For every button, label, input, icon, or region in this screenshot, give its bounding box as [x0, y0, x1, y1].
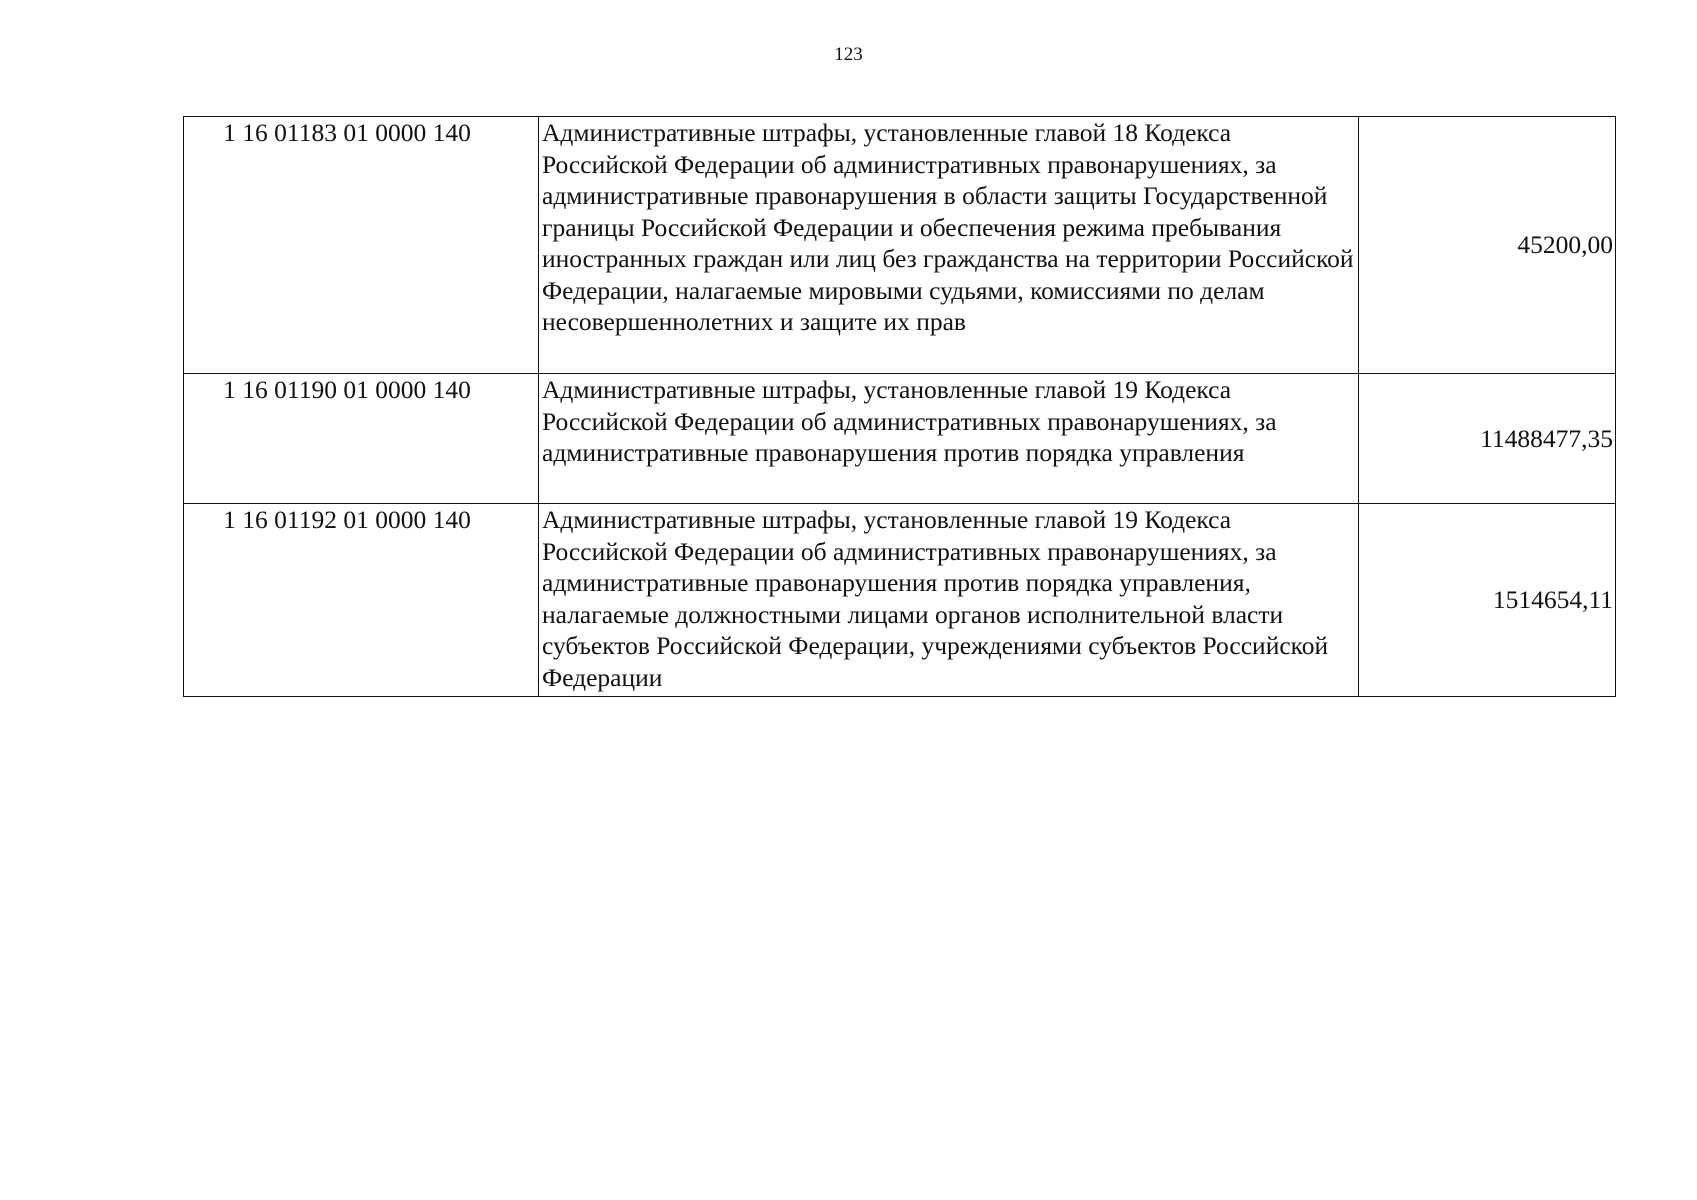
budget-table — [183, 116, 1616, 697]
table-row — [184, 374, 1616, 504]
table-row — [184, 504, 1616, 697]
amount-value: 1514654,11 — [1359, 504, 1616, 697]
classification-code: 1 16 01190 01 0000 140 — [184, 374, 539, 504]
revenue-description: Административные штрафы, установленные главой 19 Кодекса Российской Федерации об административных правонарушениях, за административные правонарушения против порядка управления, налагаемые должностными лицами органов исполнительной власти субъектов Российской Федерации, учреждениями субъектов Российской Федерации — [539, 504, 1359, 697]
revenue-description: Административные штрафы, установленные главой 18 Кодекса Российской Федерации об административных правонарушениях, за административные правонарушения в области защиты Государственной границы Российской Федерации и обеспечения режима пребывания иностранных граждан или лиц без гражданства на территории Российской Федерации, налагаемые мировыми судьями, комиссиями по делам несовершеннолетних и защите их прав — [539, 117, 1359, 374]
amount-value: 45200,00 — [1359, 117, 1616, 374]
classification-code: 1 16 01192 01 0000 140 — [184, 504, 539, 697]
amount-value: 11488477,35 — [1359, 374, 1616, 504]
table-row — [184, 117, 1616, 374]
page-number: 123 — [834, 44, 863, 65]
classification-code: 1 16 01183 01 0000 140 — [184, 117, 539, 374]
revenue-description: Административные штрафы, установленные главой 19 Кодекса Российской Федерации об административных правонарушениях, за административные правонарушения против порядка управления — [539, 374, 1359, 504]
